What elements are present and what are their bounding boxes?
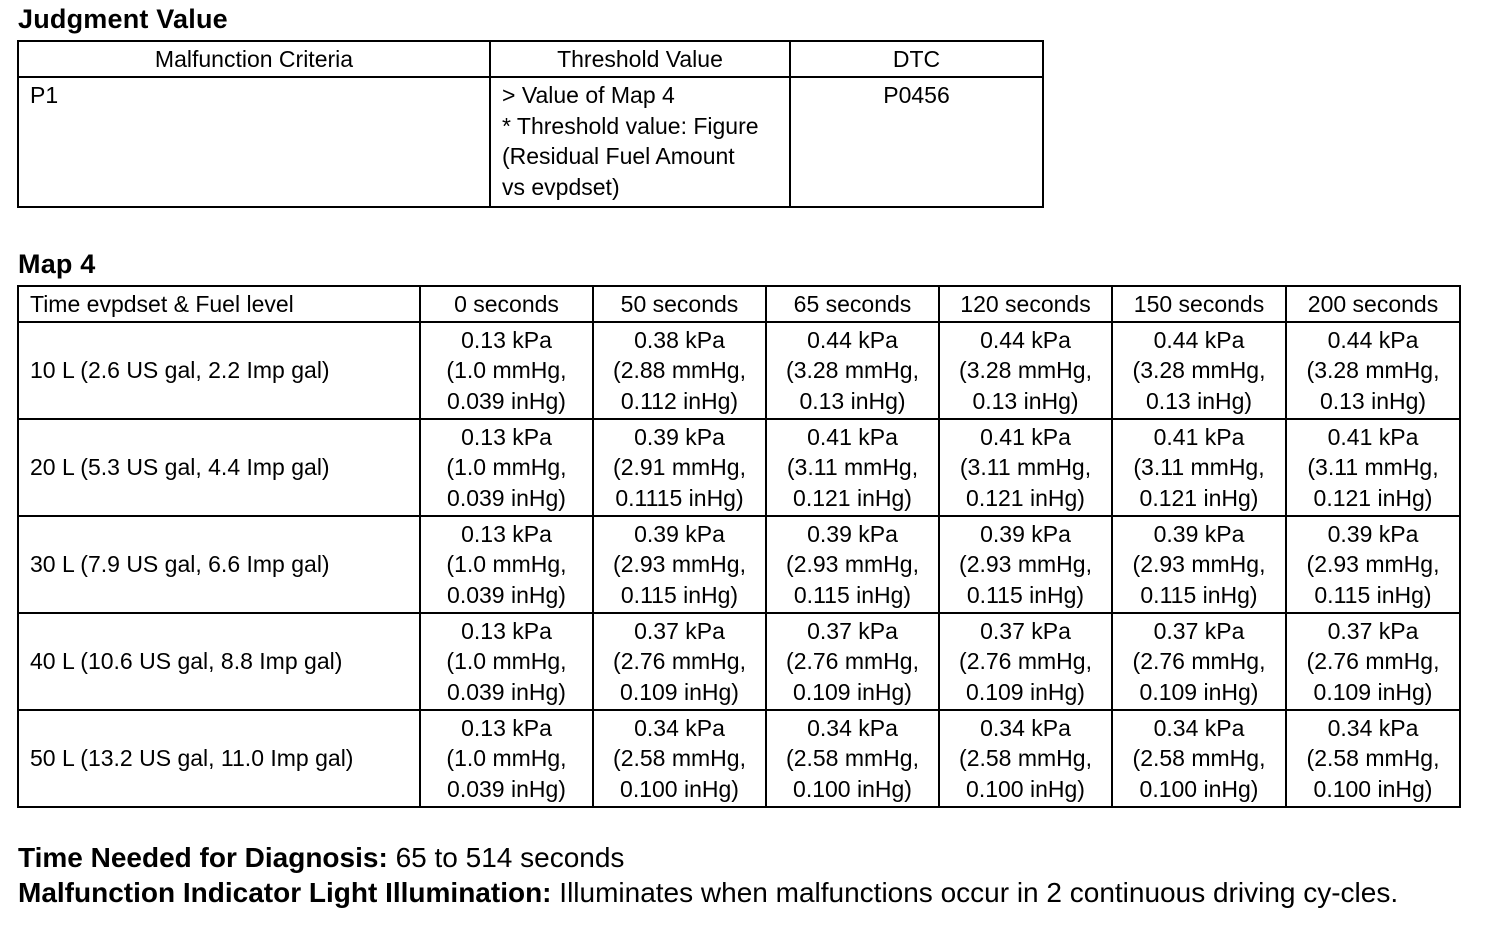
diagnosis-time-value: 65 to 514 seconds xyxy=(387,842,625,873)
header-120-seconds: 120 seconds xyxy=(939,286,1112,322)
table-row xyxy=(18,322,1460,419)
map-header-row xyxy=(18,286,1460,322)
header-dtc: DTC xyxy=(790,41,1043,77)
header-150-seconds: 150 seconds xyxy=(1112,286,1286,322)
pressure-cell: 0.39 kPa (2.91 mmHg, 0.1115 inHg) xyxy=(593,419,766,516)
pressure-cell: 0.13 kPa (1.0 mmHg, 0.039 inHg) xyxy=(420,710,593,807)
pressure-cell: 0.44 kPa (3.28 mmHg, 0.13 inHg) xyxy=(1112,322,1286,419)
pressure-cell: 0.39 kPa (2.93 mmHg, 0.115 inHg) xyxy=(593,516,766,613)
table-row xyxy=(18,710,1460,807)
mil-illumination-value: Illuminates when malfunctions occur in 2 continuous driving cy-cles. xyxy=(551,877,1399,908)
header-0-seconds: 0 seconds xyxy=(420,286,593,322)
map-4-heading: Map 4 xyxy=(18,249,96,279)
judgment-value-heading: Judgment Value xyxy=(18,4,228,34)
fuel-level-label: 10 L (2.6 US gal, 2.2 Imp gal) xyxy=(18,322,420,419)
pressure-cell: 0.34 kPa (2.58 mmHg, 0.100 inHg) xyxy=(1286,710,1460,807)
pressure-cell: 0.37 kPa (2.76 mmHg, 0.109 inHg) xyxy=(1112,613,1286,710)
pressure-cell: 0.34 kPa (2.58 mmHg, 0.100 inHg) xyxy=(766,710,939,807)
judgment-header-row xyxy=(18,41,1043,77)
fuel-level-label: 40 L (10.6 US gal, 8.8 Imp gal) xyxy=(18,613,420,710)
header-200-seconds: 200 seconds xyxy=(1286,286,1460,322)
map-4-table xyxy=(17,285,1461,808)
header-threshold-value: Threshold Value xyxy=(490,41,790,77)
dtc-cell: P0456 xyxy=(790,77,1043,207)
pressure-cell: 0.41 kPa (3.11 mmHg, 0.121 inHg) xyxy=(1286,419,1460,516)
malfunction-criteria-cell: P1 xyxy=(18,77,490,207)
pressure-cell: 0.38 kPa (2.88 mmHg, 0.112 inHg) xyxy=(593,322,766,419)
pressure-cell: 0.44 kPa (3.28 mmHg, 0.13 inHg) xyxy=(766,322,939,419)
mil-illumination-line xyxy=(18,876,1468,910)
threshold-value-cell: > Value of Map 4 * Threshold value: Figure (Residual Fuel Amount vs evpdset) xyxy=(490,77,790,207)
fuel-level-label: 20 L (5.3 US gal, 4.4 Imp gal) xyxy=(18,419,420,516)
table-row xyxy=(18,613,1460,710)
pressure-cell: 0.34 kPa (2.58 mmHg, 0.100 inHg) xyxy=(593,710,766,807)
judgment-row xyxy=(18,77,1043,207)
header-50-seconds: 50 seconds xyxy=(593,286,766,322)
header-malfunction-criteria: Malfunction Criteria xyxy=(18,41,490,77)
pressure-cell: 0.34 kPa (2.58 mmHg, 0.100 inHg) xyxy=(939,710,1112,807)
pressure-cell: 0.37 kPa (2.76 mmHg, 0.109 inHg) xyxy=(593,613,766,710)
pressure-cell: 0.39 kPa (2.93 mmHg, 0.115 inHg) xyxy=(1112,516,1286,613)
pressure-cell: 0.39 kPa (2.93 mmHg, 0.115 inHg) xyxy=(1286,516,1460,613)
fuel-level-label: 50 L (13.2 US gal, 11.0 Imp gal) xyxy=(18,710,420,807)
pressure-cell: 0.37 kPa (2.76 mmHg, 0.109 inHg) xyxy=(939,613,1112,710)
diagnosis-time-line xyxy=(18,841,624,875)
table-row xyxy=(18,516,1460,613)
table-row xyxy=(18,419,1460,516)
pressure-cell: 0.39 kPa (2.93 mmHg, 0.115 inHg) xyxy=(766,516,939,613)
judgment-value-table xyxy=(17,40,1044,208)
pressure-cell: 0.44 kPa (3.28 mmHg, 0.13 inHg) xyxy=(1286,322,1460,419)
mil-illumination-label: Malfunction Indicator Light Illumination: xyxy=(18,877,552,908)
pressure-cell: 0.13 kPa (1.0 mmHg, 0.039 inHg) xyxy=(420,322,593,419)
pressure-cell: 0.13 kPa (1.0 mmHg, 0.039 inHg) xyxy=(420,516,593,613)
fuel-level-label: 30 L (7.9 US gal, 6.6 Imp gal) xyxy=(18,516,420,613)
pressure-cell: 0.41 kPa (3.11 mmHg, 0.121 inHg) xyxy=(1112,419,1286,516)
pressure-cell: 0.13 kPa (1.0 mmHg, 0.039 inHg) xyxy=(420,419,593,516)
diagnosis-time-label: Time Needed for Diagnosis: xyxy=(18,842,388,873)
header-65-seconds: 65 seconds xyxy=(766,286,939,322)
pressure-cell: 0.41 kPa (3.11 mmHg, 0.121 inHg) xyxy=(939,419,1112,516)
pressure-cell: 0.37 kPa (2.76 mmHg, 0.109 inHg) xyxy=(766,613,939,710)
pressure-cell: 0.44 kPa (3.28 mmHg, 0.13 inHg) xyxy=(939,322,1112,419)
pressure-cell: 0.13 kPa (1.0 mmHg, 0.039 inHg) xyxy=(420,613,593,710)
header-time-fuel-level: Time evpdset & Fuel level xyxy=(18,286,420,322)
pressure-cell: 0.37 kPa (2.76 mmHg, 0.109 inHg) xyxy=(1286,613,1460,710)
pressure-cell: 0.41 kPa (3.11 mmHg, 0.121 inHg) xyxy=(766,419,939,516)
pressure-cell: 0.34 kPa (2.58 mmHg, 0.100 inHg) xyxy=(1112,710,1286,807)
pressure-cell: 0.39 kPa (2.93 mmHg, 0.115 inHg) xyxy=(939,516,1112,613)
